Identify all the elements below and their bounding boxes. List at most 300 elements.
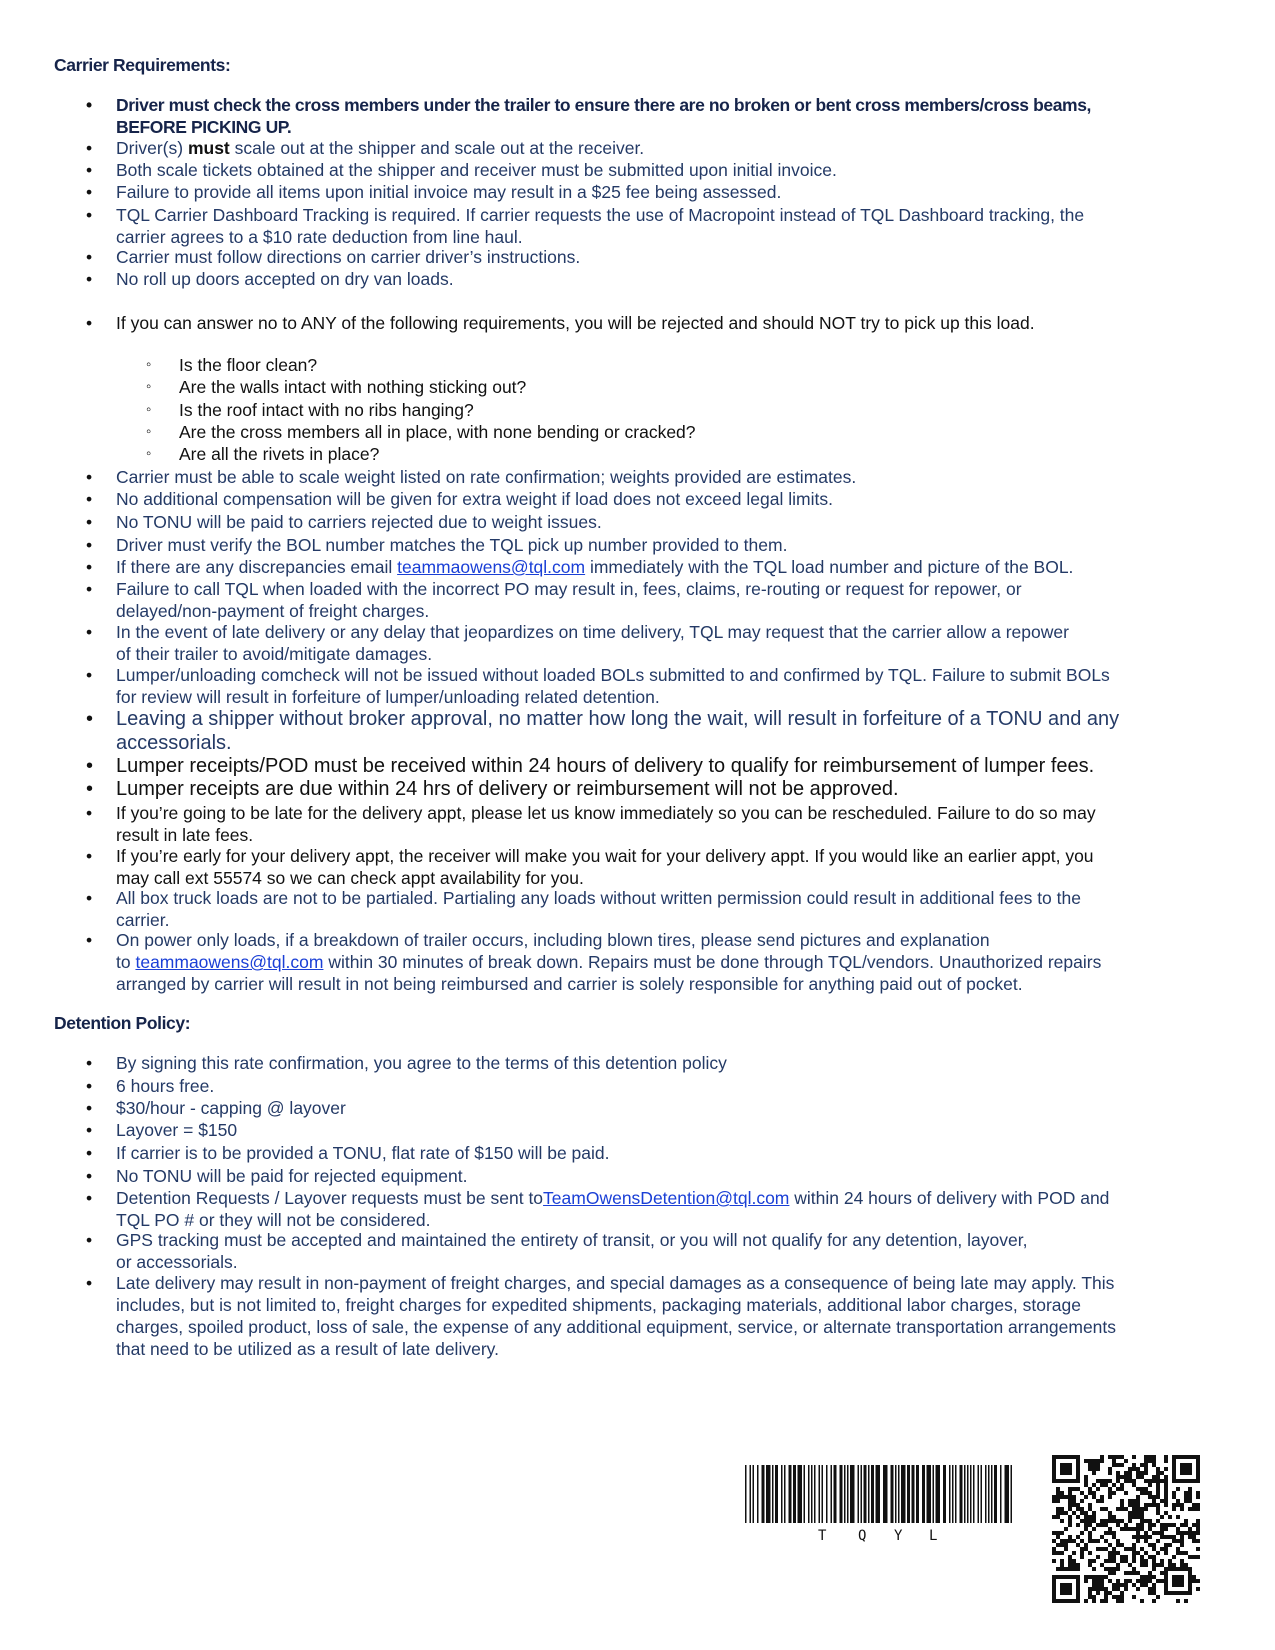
qr-module [1164, 1495, 1168, 1499]
qr-module [1156, 1511, 1160, 1515]
qr-module [1156, 1579, 1160, 1583]
qr-module [1164, 1459, 1168, 1463]
qr-module [1092, 1587, 1096, 1591]
barcode-bar [844, 1465, 846, 1523]
qr-module [1112, 1455, 1116, 1459]
list-item: • Driver(s) must scale out at the shipper and scale out at the receiver. [116, 137, 1206, 159]
qr-module [1176, 1499, 1180, 1503]
barcode-char: Q [858, 1528, 867, 1544]
qr-module [1180, 1463, 1184, 1467]
qr-module [1156, 1475, 1160, 1479]
qr-module [1132, 1479, 1136, 1483]
qr-module [1152, 1591, 1156, 1595]
qr-module [1128, 1547, 1132, 1551]
barcode-char: L [929, 1528, 938, 1544]
qr-module [1080, 1507, 1084, 1511]
qr-module [1060, 1495, 1064, 1499]
barcode-bar [847, 1465, 849, 1523]
qr-module [1096, 1479, 1100, 1483]
qr-module [1080, 1491, 1084, 1495]
qr-module [1076, 1523, 1080, 1527]
qr-module [1136, 1523, 1140, 1527]
qr-module [1088, 1487, 1092, 1491]
barcode-bar [901, 1465, 906, 1523]
qr-module [1152, 1499, 1156, 1503]
qr-module [1092, 1515, 1096, 1519]
qr-module [1192, 1579, 1196, 1583]
qr-module [1120, 1555, 1124, 1559]
list-item: • No TONU will be paid for rejected equipment. [116, 1165, 1206, 1187]
qr-module [1068, 1567, 1072, 1571]
qr-module [1116, 1595, 1120, 1599]
qr-module [1172, 1467, 1176, 1471]
qr-module [1052, 1575, 1056, 1579]
qr-module [1080, 1551, 1084, 1555]
qr-module [1124, 1523, 1128, 1527]
qr-module [1132, 1595, 1136, 1599]
qr-module [1144, 1551, 1148, 1555]
qr-module [1192, 1507, 1196, 1511]
qr-module [1164, 1491, 1168, 1495]
qr-module [1152, 1495, 1156, 1499]
qr-module [1104, 1539, 1108, 1543]
qr-module [1188, 1471, 1192, 1475]
qr-module [1068, 1559, 1072, 1563]
qr-module [1068, 1563, 1072, 1567]
qr-module [1132, 1483, 1136, 1487]
qr-module [1120, 1507, 1124, 1511]
qr-module [1156, 1495, 1160, 1499]
qr-module [1112, 1463, 1116, 1467]
qr-module [1152, 1563, 1156, 1567]
qr-module [1064, 1479, 1068, 1483]
list-item: • Driver must check the cross members under the trailer to ensure there are no broken or bent cross members/cross beams, BEFORE PICKING UP. [116, 94, 1206, 138]
qr-module [1116, 1479, 1120, 1483]
qr-module [1112, 1571, 1116, 1575]
qr-module [1124, 1547, 1128, 1551]
qr-module [1068, 1467, 1072, 1471]
barcode-bar [895, 1465, 897, 1523]
qr-module [1068, 1523, 1072, 1527]
list-item: • Carrier must be able to scale weight listed on rate confirmation; weights provided are estimates. [116, 466, 1206, 488]
qr-module [1164, 1583, 1168, 1587]
qr-module [1180, 1575, 1184, 1579]
qr-module [1140, 1599, 1144, 1603]
qr-module [1068, 1599, 1072, 1603]
qr-module [1088, 1551, 1092, 1555]
qr-module [1076, 1543, 1080, 1547]
qr-module [1096, 1463, 1100, 1467]
barcode-bar [978, 1465, 980, 1523]
qr-module [1196, 1455, 1200, 1459]
qr-module [1112, 1459, 1116, 1463]
qr-module [1152, 1531, 1156, 1535]
list-item: • If you can answer no to ANY of the following requirements, you will be rejected and should NOT try to pick up this load. [116, 312, 1206, 334]
barcode-bar [757, 1465, 759, 1523]
qr-module [1164, 1527, 1168, 1531]
qr-module [1084, 1527, 1088, 1531]
barcode-bar [967, 1465, 969, 1523]
qr-module [1148, 1455, 1152, 1459]
qr-module [1060, 1575, 1064, 1579]
qr-module [1144, 1491, 1148, 1495]
qr-module [1088, 1503, 1092, 1507]
qr-module [1076, 1463, 1080, 1467]
barcode-bar [964, 1465, 966, 1523]
qr-module [1188, 1583, 1192, 1587]
barcode-bar [949, 1465, 951, 1523]
qr-module [1132, 1551, 1136, 1555]
qr-module [1188, 1531, 1192, 1535]
qr-module [1084, 1599, 1088, 1603]
list-item: • Lumper receipts/POD must be received within 24 hours of delivery to qualify for reimbursement of lumper fees. [116, 754, 1206, 778]
qr-module [1172, 1495, 1176, 1499]
qr-module [1152, 1455, 1156, 1459]
qr-module [1108, 1479, 1112, 1483]
qr-module [1196, 1463, 1200, 1467]
list-item: • Driver must verify the BOL number matches the TQL pick up number provided to them. [116, 534, 1206, 556]
qr-module [1056, 1499, 1060, 1503]
qr-module [1120, 1499, 1124, 1503]
qr-module [1128, 1519, 1132, 1523]
qr-module [1120, 1595, 1124, 1599]
qr-module [1068, 1487, 1072, 1491]
qr-module [1052, 1495, 1056, 1499]
qr-module [1188, 1567, 1192, 1571]
qr-module [1112, 1567, 1116, 1571]
qr-module [1140, 1563, 1144, 1567]
qr-module [1068, 1591, 1072, 1595]
qr-module [1188, 1455, 1192, 1459]
qr-module [1076, 1583, 1080, 1587]
qr-module [1112, 1595, 1116, 1599]
qr-module [1068, 1471, 1072, 1475]
qr-module [1052, 1559, 1056, 1563]
qr-module [1180, 1559, 1184, 1563]
email-link[interactable]: teammaowens@tql.com [397, 557, 586, 577]
barcode-bar [834, 1465, 837, 1523]
barcode-bar [793, 1465, 796, 1523]
qr-module [1188, 1575, 1192, 1579]
qr-module [1152, 1555, 1156, 1559]
qr-module [1088, 1531, 1092, 1535]
qr-module [1088, 1591, 1092, 1595]
qr-module [1108, 1571, 1112, 1575]
qr-module [1076, 1475, 1080, 1479]
qr-module [1136, 1571, 1140, 1575]
qr-module [1140, 1507, 1144, 1511]
qr-module [1108, 1467, 1112, 1471]
qr-module [1176, 1503, 1180, 1507]
qr-module [1060, 1539, 1064, 1543]
qr-module [1100, 1523, 1104, 1527]
qr-module [1196, 1495, 1200, 1499]
qr-module [1096, 1487, 1100, 1491]
qr-module [1100, 1459, 1104, 1463]
qr-module [1196, 1503, 1200, 1507]
qr-module [1172, 1479, 1176, 1483]
barcode-bar [762, 1465, 765, 1523]
qr-module [1052, 1479, 1056, 1483]
qr-module [1092, 1483, 1096, 1487]
qr-module [1052, 1475, 1056, 1479]
qr-module [1092, 1599, 1096, 1603]
barcode-bar [772, 1465, 774, 1523]
qr-module [1188, 1591, 1192, 1595]
qr-module [1172, 1575, 1176, 1579]
qr-module [1184, 1479, 1188, 1483]
barcode-bar [789, 1465, 792, 1523]
qr-module [1088, 1459, 1092, 1463]
qr-module [1184, 1523, 1188, 1527]
qr-module [1144, 1535, 1148, 1539]
qr-module [1160, 1479, 1164, 1483]
qr-module [1164, 1523, 1168, 1527]
qr-module [1184, 1495, 1188, 1499]
qr-module [1168, 1523, 1172, 1527]
qr-module [1160, 1535, 1164, 1539]
qr-module [1140, 1535, 1144, 1539]
qr-module [1112, 1531, 1116, 1535]
qr-module [1116, 1455, 1120, 1459]
qr-module [1068, 1515, 1072, 1519]
qr-module [1104, 1587, 1108, 1591]
qr-module [1068, 1507, 1072, 1511]
qr-module [1076, 1567, 1080, 1571]
qr-module [1124, 1559, 1128, 1563]
qr-module [1136, 1531, 1140, 1535]
qr-module [1124, 1475, 1128, 1479]
qr-module [1180, 1455, 1184, 1459]
qr-module [1060, 1531, 1064, 1535]
qr-module [1128, 1579, 1132, 1583]
qr-module [1196, 1479, 1200, 1483]
qr-module [1140, 1579, 1144, 1583]
barcode-bar [952, 1465, 954, 1523]
qr-module [1060, 1491, 1064, 1495]
qr-module [1072, 1499, 1076, 1503]
qr-module [1164, 1551, 1168, 1555]
qr-module [1148, 1503, 1152, 1507]
barcode-bar [822, 1465, 824, 1523]
qr-module [1076, 1535, 1080, 1539]
qr-module [1136, 1471, 1140, 1475]
qr-module [1164, 1579, 1168, 1583]
qr-module [1148, 1459, 1152, 1463]
qr-module [1164, 1475, 1168, 1479]
qr-module [1104, 1559, 1108, 1563]
qr-module [1124, 1507, 1128, 1511]
qr-module [1172, 1563, 1176, 1567]
barcode-bar [955, 1465, 957, 1523]
barcode-bar [814, 1465, 816, 1523]
qr-module [1196, 1475, 1200, 1479]
qr-module [1064, 1527, 1068, 1531]
qr-module [1172, 1459, 1176, 1463]
barcode-bar [907, 1465, 910, 1523]
qr-module [1076, 1599, 1080, 1603]
qr-module [1128, 1571, 1132, 1575]
qr-module [1056, 1599, 1060, 1603]
qr-module [1156, 1503, 1160, 1507]
qr-module [1156, 1479, 1160, 1483]
qr-module [1196, 1523, 1200, 1527]
qr-module [1136, 1503, 1140, 1507]
qr-module [1164, 1535, 1168, 1539]
barcode-bar [850, 1465, 855, 1523]
qr-module [1144, 1575, 1148, 1579]
qr-module [1056, 1575, 1060, 1579]
qr-module [1180, 1471, 1184, 1475]
qr-module [1152, 1583, 1156, 1587]
qr-module [1164, 1543, 1168, 1547]
qr-module [1196, 1471, 1200, 1475]
qr-module [1116, 1599, 1120, 1603]
qr-module [1196, 1555, 1200, 1559]
qr-module [1164, 1503, 1168, 1507]
qr-module [1100, 1563, 1104, 1567]
qr-module [1176, 1527, 1180, 1531]
qr-module [1148, 1579, 1152, 1583]
qr-module [1092, 1495, 1096, 1499]
qr-module [1064, 1547, 1068, 1551]
qr-module [1164, 1571, 1168, 1575]
qr-module [1092, 1583, 1096, 1587]
qr-module [1072, 1503, 1076, 1507]
qr-module [1092, 1519, 1096, 1523]
qr-module [1176, 1455, 1180, 1459]
barcode-bar [922, 1465, 925, 1523]
qr-module [1188, 1527, 1192, 1531]
qr-module [1084, 1523, 1088, 1527]
list-item: • If you’re early for your delivery appt, the receiver will make you wait for your delivery appt. If you would like an earlier appt, you may call ext 55574 so we can check appt availability for you. [116, 845, 1206, 889]
qr-module [1176, 1583, 1180, 1587]
barcode-bar [745, 1465, 747, 1523]
qr-module [1108, 1455, 1112, 1459]
qr-module [1124, 1459, 1128, 1463]
qr-module [1068, 1575, 1072, 1579]
qr-module [1084, 1475, 1088, 1479]
barcode-bar [988, 1465, 990, 1523]
list-item: • $30/hour - capping @ layover [116, 1097, 1206, 1119]
qr-module [1144, 1519, 1148, 1523]
qr-module [1088, 1595, 1092, 1599]
list-item: • In the event of late delivery or any delay that jeopardizes on time delivery, TQL may request that the carrier allow a repower of their trailer to avoid/mitigate damages. [116, 621, 1206, 665]
qr-module [1180, 1543, 1184, 1547]
qr-module [1192, 1531, 1196, 1535]
qr-module [1084, 1459, 1088, 1463]
qr-module [1152, 1599, 1156, 1603]
barcode-bar [753, 1465, 755, 1523]
qr-module [1068, 1495, 1072, 1499]
qr-module [1136, 1527, 1140, 1531]
qr-module [1176, 1531, 1180, 1535]
qr-module [1116, 1507, 1120, 1511]
qr-module [1052, 1463, 1056, 1467]
qr-module [1196, 1459, 1200, 1463]
qr-module [1088, 1587, 1092, 1591]
qr-module [1188, 1499, 1192, 1503]
qr-module [1140, 1487, 1144, 1491]
qr-module [1076, 1487, 1080, 1491]
qr-module [1192, 1479, 1196, 1483]
qr-module [1184, 1519, 1188, 1523]
qr-module [1052, 1515, 1056, 1519]
qr-module [1092, 1539, 1096, 1543]
qr-module [1188, 1555, 1192, 1559]
email-link[interactable]: teammaowens@tql.com [135, 952, 324, 972]
qr-module [1140, 1575, 1144, 1579]
qr-module [1056, 1491, 1060, 1495]
qr-module [1132, 1527, 1136, 1531]
qr-module [1060, 1507, 1064, 1511]
barcode-bar [981, 1465, 983, 1523]
qr-module [1096, 1591, 1100, 1595]
qr-module [1060, 1511, 1064, 1515]
qr-module [1060, 1463, 1064, 1467]
qr-module [1088, 1491, 1092, 1495]
qr-module [1192, 1575, 1196, 1579]
barcode-bar [960, 1465, 963, 1523]
qr-module [1164, 1587, 1168, 1591]
qr-module [1060, 1551, 1064, 1555]
qr-module [1144, 1559, 1148, 1563]
qr-module [1104, 1595, 1108, 1599]
qr-module [1108, 1471, 1112, 1475]
list-item: • No roll up doors accepted on dry van loads. [116, 268, 1206, 290]
qr-module [1144, 1579, 1148, 1583]
qr-module [1108, 1551, 1112, 1555]
qr-module [1100, 1579, 1104, 1583]
qr-module [1148, 1491, 1152, 1495]
qr-module [1084, 1579, 1088, 1583]
qr-module [1160, 1579, 1164, 1583]
qr-module [1148, 1495, 1152, 1499]
qr-module [1132, 1503, 1136, 1507]
qr-module [1160, 1571, 1164, 1575]
qr-module [1108, 1491, 1112, 1495]
qr-module [1140, 1515, 1144, 1519]
qr-module [1184, 1491, 1188, 1495]
qr-module [1164, 1483, 1168, 1487]
qr-module [1140, 1547, 1144, 1551]
qr-module [1124, 1555, 1128, 1559]
barcode-bar [868, 1465, 870, 1523]
qr-module [1084, 1511, 1088, 1515]
qr-module [1112, 1559, 1116, 1563]
qr-module [1136, 1587, 1140, 1591]
list-item: • On power only loads, if a breakdown of trailer occurs, including blown tires, please send pictures and explanation to teammaowens@tql.com within 30 minutes of break down. Repairs must be done through TQL/vendors. Unauthorized repairs arranged by carrier will result in not being reimbursed and carrier is solely responsible for anything paid out of pocket. [116, 929, 1206, 995]
qr-module [1188, 1587, 1192, 1591]
qr-code-image [1052, 1455, 1200, 1603]
qr-module [1124, 1479, 1128, 1483]
qr-module [1096, 1499, 1100, 1503]
qr-module [1100, 1483, 1104, 1487]
qr-module [1192, 1503, 1196, 1507]
qr-module [1092, 1511, 1096, 1515]
qr-module [1148, 1519, 1152, 1523]
qr-module [1128, 1515, 1132, 1519]
qr-module [1172, 1507, 1176, 1511]
qr-module [1124, 1583, 1128, 1587]
qr-module [1160, 1471, 1164, 1475]
qr-module [1180, 1567, 1184, 1571]
detention-email-link[interactable]: TeamOwensDetention@tql.com [543, 1188, 790, 1208]
qr-module [1072, 1599, 1076, 1603]
qr-module [1060, 1563, 1064, 1567]
qr-module [1060, 1455, 1064, 1459]
qr-module [1072, 1487, 1076, 1491]
